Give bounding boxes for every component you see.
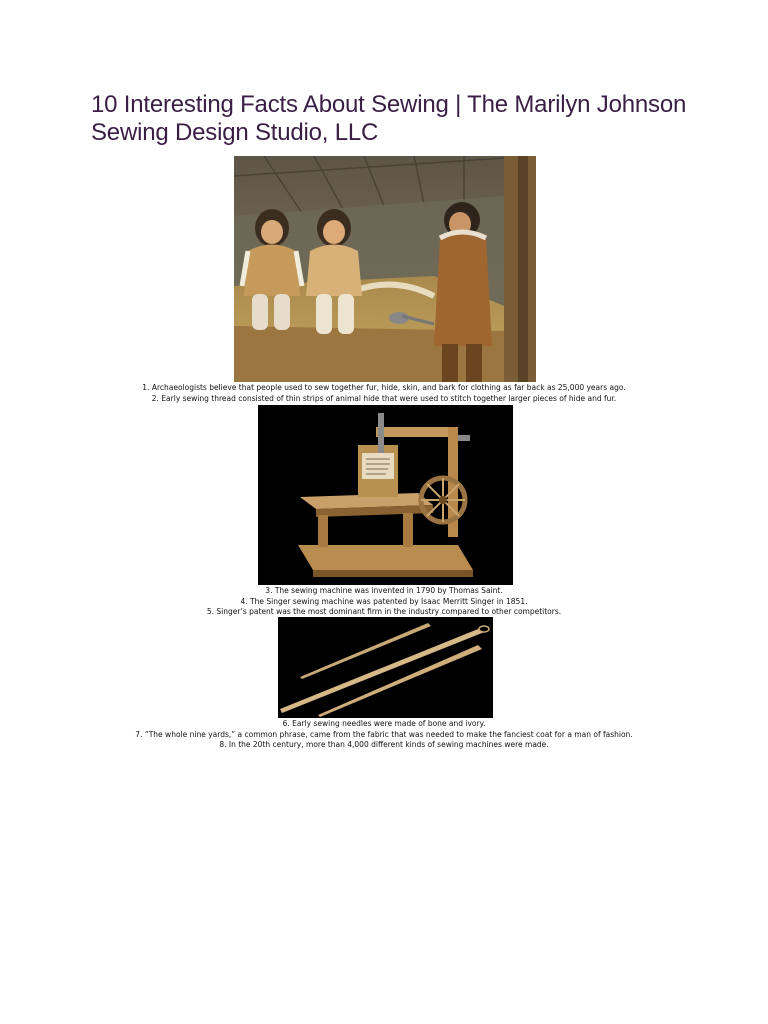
fact-2: 2. Early sewing thread consisted of thin strips of animal hide that were used to stitch together larger pieces of hide and fur. — [151, 393, 617, 403]
fact-5: 5. Singer’s patent was the most dominant firm in the industry compared to other competitors. — [206, 607, 562, 616]
sewing-machine-illustration — [258, 405, 513, 585]
page-title — [91, 91, 711, 147]
fact-6: 6. Early sewing needles were made of bone and ivory. — [282, 719, 486, 728]
fact-8: 8. In the 20th century, more than 4,000 different kinds of sewing machines were made. — [219, 740, 549, 749]
facts-block-3 — [0, 719, 768, 751]
bone-needles-image — [278, 617, 493, 718]
fact-4: 4. The Singer sewing machine was patented by Isaac Merritt Singer in 1851. — [240, 596, 528, 606]
sewing-machine-image — [258, 405, 513, 585]
fact-3: 3. The sewing machine was invented in 1790 by Thomas Saint. — [265, 586, 503, 595]
fact-7: 7. “The whole nine yards,” a common phrase, came from the fabric that was needed to make the fanciest coat for a man of fashion. — [135, 729, 633, 739]
page-title-line2: Sewing Design Studio, LLC — [91, 119, 379, 146]
bone-needles-illustration — [278, 617, 493, 718]
facts-block-2 — [0, 586, 768, 618]
page-title-line1: 10 Interesting Facts About Sewing | The Marilyn Johnson — [91, 91, 687, 118]
fact-1: 1. Archaeologists believe that people used to sew together fur, hide, skin, and bark for clothing as far back as 25,000 years ago. — [142, 383, 626, 392]
inuit-children-image — [234, 156, 536, 382]
inuit-children-illustration — [234, 156, 536, 382]
facts-block-1 — [0, 383, 768, 404]
